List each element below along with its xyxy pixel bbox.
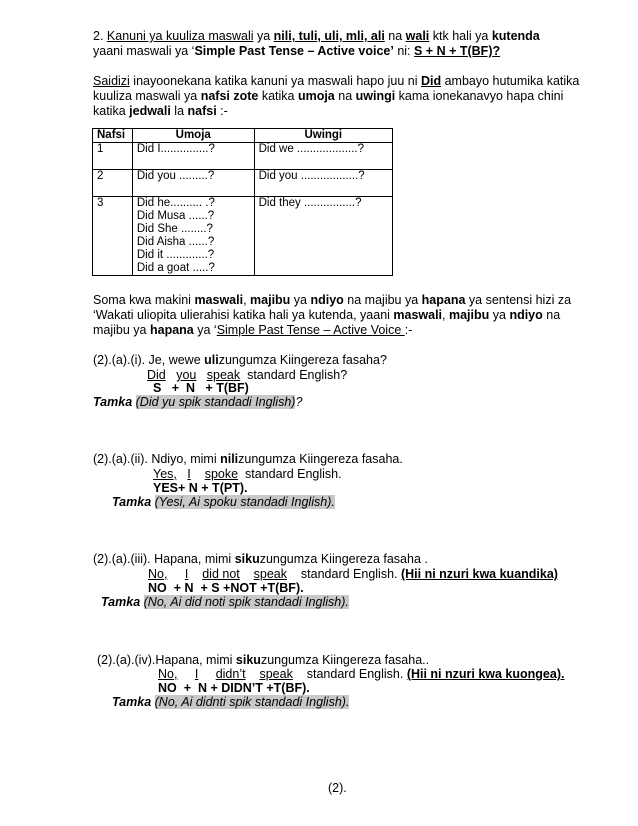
ex-text: (2).(a).(ii). Ndiyo, mimi (93, 452, 221, 466)
intro-bold: nafsi (187, 104, 217, 118)
ex-word: Did (147, 368, 166, 382)
heading-text: ya (253, 29, 274, 43)
soma-bold: ndiyo (509, 308, 543, 322)
pronunciation: (No, Ai didnti spik standadi Inglish). (154, 695, 350, 709)
tamka-label: Tamka (93, 395, 133, 409)
umoja-line: Did She ........? (136, 223, 213, 235)
ex3-swahili (93, 552, 428, 567)
table-cell-umoja: Did you .........? (132, 170, 254, 197)
ex-text: (2).(a).(iii). Hapana, mimi (93, 552, 235, 566)
ex-word: I (194, 667, 199, 681)
ex-word: No, (158, 667, 178, 681)
table-cell-umoja (132, 197, 254, 276)
intro-saidizi: Saidizi (93, 74, 130, 88)
soma-text: na (542, 308, 561, 322)
ex-word: I (184, 567, 189, 581)
ex-word: didn’t (215, 667, 246, 681)
intro-text: katika (93, 104, 130, 118)
ex-word: No, (148, 567, 168, 581)
ex-word: speak (206, 368, 241, 382)
intro-line3 (93, 104, 228, 119)
ex-text: zungumza Kiingereza fasaha. (238, 452, 403, 466)
soma-bold: hapana (421, 293, 466, 307)
soma-bold: ndiyo (310, 293, 344, 307)
ex3-tamka (101, 595, 349, 610)
ex1-formula: S + N + T(BF) (153, 381, 249, 395)
umoja-line: Did Musa ......? (136, 210, 215, 222)
table-header: Umoja (132, 129, 254, 143)
umoja-line: Did he.......... .? (136, 197, 215, 209)
heading-kutenda: kutenda (491, 29, 540, 43)
ex-text: ? (295, 395, 303, 409)
soma-text: ya (290, 293, 311, 307)
ex1-swahili (93, 353, 387, 368)
heading-tense: Simple Past Tense – Active voice’ (194, 44, 394, 58)
soma-line3 (93, 323, 412, 338)
intro-line2 (93, 89, 563, 104)
ex-text: standard English? (247, 368, 348, 382)
soma-bold: hapana (149, 323, 194, 337)
ex-note: (Hii ni nzuri kwa kuandika) (400, 567, 558, 581)
tamka-label: Tamka (101, 595, 141, 609)
ex-word: I (187, 467, 191, 481)
table-row (93, 197, 393, 276)
ex4-formula: NO + N + DIDN’T +T(BF). (158, 681, 310, 695)
ex3-formula: NO + N + S +NOT +T(BF). (148, 581, 304, 595)
umoja-line: Did Aisha ......? (136, 236, 215, 248)
intro-bold: uwingi (355, 89, 396, 103)
heading-text: na (384, 29, 406, 43)
table-cell-uwingi: Did you ..................? (254, 170, 392, 197)
ex4-english (158, 667, 564, 682)
ex-word: speak (253, 567, 288, 581)
soma-bold: maswali (194, 293, 244, 307)
table-cell-umoja: Did I...............? (132, 143, 254, 170)
soma-text: :- (404, 323, 413, 337)
intro-text: na (334, 89, 356, 103)
table-header: Uwingi (254, 129, 392, 143)
ex4-swahili (97, 653, 429, 668)
ex2-english (153, 467, 342, 482)
intro-text: kama ionekanavyo hapa chini (395, 89, 564, 103)
ex-word: speak (259, 667, 293, 681)
tamka-label: Tamka (112, 495, 152, 509)
page-number: (2). (328, 781, 347, 795)
ex4-tamka (112, 695, 349, 710)
soma-tense: Simple Past Tense – Active Voice (216, 323, 405, 337)
heading-kanuni: Kanuni ya kuuliza maswali (106, 29, 254, 43)
heading-number: 2. (93, 29, 107, 43)
intro-did: Did (420, 74, 442, 88)
soma-bold: majibu (448, 308, 490, 322)
soma-text: Soma kwa makini (93, 293, 195, 307)
heading-prefixes: nili, tuli, uli, mli, ali (273, 29, 385, 43)
intro-text: :- (216, 104, 228, 118)
ex-text: zungumza Kiingereza fasaha? (218, 353, 387, 367)
intro-text: ambayo hutumika katika (441, 74, 580, 88)
rule-heading-line2 (93, 44, 500, 59)
ex2-swahili (93, 452, 403, 467)
heading-wali: wali (405, 29, 430, 43)
soma-text: ya ‘ (193, 323, 217, 337)
ex-word: spoke (204, 467, 239, 481)
heading-text: ni: (393, 44, 414, 58)
ex-text: zungumza Kiingereza fasaha.. (260, 653, 430, 667)
soma-text: majibu ya (93, 323, 150, 337)
intro-bold: jedwali (129, 104, 171, 118)
ex-prefix: nili (220, 452, 239, 466)
soma-line1 (93, 293, 571, 308)
table-cell-nafsi: 1 (93, 143, 133, 170)
intro-bold: umoja (297, 89, 335, 103)
ex-text: zungumza Kiingereza fasaha . (259, 552, 428, 566)
ex-text: standard English. (300, 567, 401, 581)
soma-bold: maswali (393, 308, 443, 322)
intro-text: kuuliza maswali ya (93, 89, 201, 103)
tamka-label: Tamka (112, 695, 152, 709)
umoja-line: Did it .............? (136, 249, 215, 261)
table-header-row (93, 129, 393, 143)
intro-text: katika (258, 89, 298, 103)
ex-text: (2).(a).(iv).Hapana, mimi (97, 653, 236, 667)
soma-text: ya (489, 308, 510, 322)
ex-prefix: uli (204, 353, 219, 367)
ex1-tamka (93, 395, 302, 410)
soma-text: na majibu ya (343, 293, 422, 307)
umoja-line: Did a goat .....? (136, 262, 215, 274)
ex-word: did not (202, 567, 240, 581)
intro-text: la (170, 104, 188, 118)
soma-text: ya sentensi hizi za (465, 293, 572, 307)
ex-word: Yes, (153, 467, 177, 481)
ex-note: (Hii ni nzuri kwa kuongea). (406, 667, 565, 681)
ex2-formula: YES+ N + T(PT). (153, 481, 248, 495)
ex-text: standard English. (245, 467, 342, 481)
pronunciation: (No, Ai did noti spik standadi Inglish). (143, 595, 349, 609)
table-cell-uwingi: Did they ................? (254, 197, 392, 276)
soma-text: , (442, 308, 449, 322)
pronunciation: (Yesi, Ai spoku standadi Inglish). (154, 495, 335, 509)
intro-bold: nafsi zote (200, 89, 259, 103)
intro-line1 (93, 74, 579, 89)
soma-line2 (93, 308, 560, 323)
ex3-english (148, 567, 558, 582)
table-row (93, 143, 393, 170)
table-cell-nafsi: 2 (93, 170, 133, 197)
pronunciation: (Did yu spik standadi Inglish) (135, 395, 296, 409)
rule-heading-line1 (93, 29, 540, 44)
ex-word: you (176, 368, 197, 382)
table-row (93, 170, 393, 197)
soma-text: ‘Wakati uliopita ulierahisi katika hali ya kutenda, yaani (93, 308, 394, 322)
intro-text: inayoonekana katika kanuni ya maswali hapo juu ni (129, 74, 421, 88)
soma-text: , (243, 293, 251, 307)
table-cell-uwingi: Did we ...................? (254, 143, 392, 170)
ex-prefix: siku (235, 653, 261, 667)
table-cell-nafsi: 3 (93, 197, 133, 276)
ex-text: standard English. (306, 667, 407, 681)
table-header: Nafsi (93, 129, 133, 143)
ex-prefix: siku (234, 552, 260, 566)
ex2-tamka (112, 495, 335, 510)
heading-text: ktk hali ya (429, 29, 492, 43)
soma-bold: majibu (250, 293, 291, 307)
heading-formula: S + N + T(BF)? (414, 44, 501, 58)
nafsi-table (92, 128, 393, 276)
ex-text: (2).(a).(i). Je, wewe (93, 353, 205, 367)
heading-text: yaani maswali ya ‘ (93, 44, 195, 58)
